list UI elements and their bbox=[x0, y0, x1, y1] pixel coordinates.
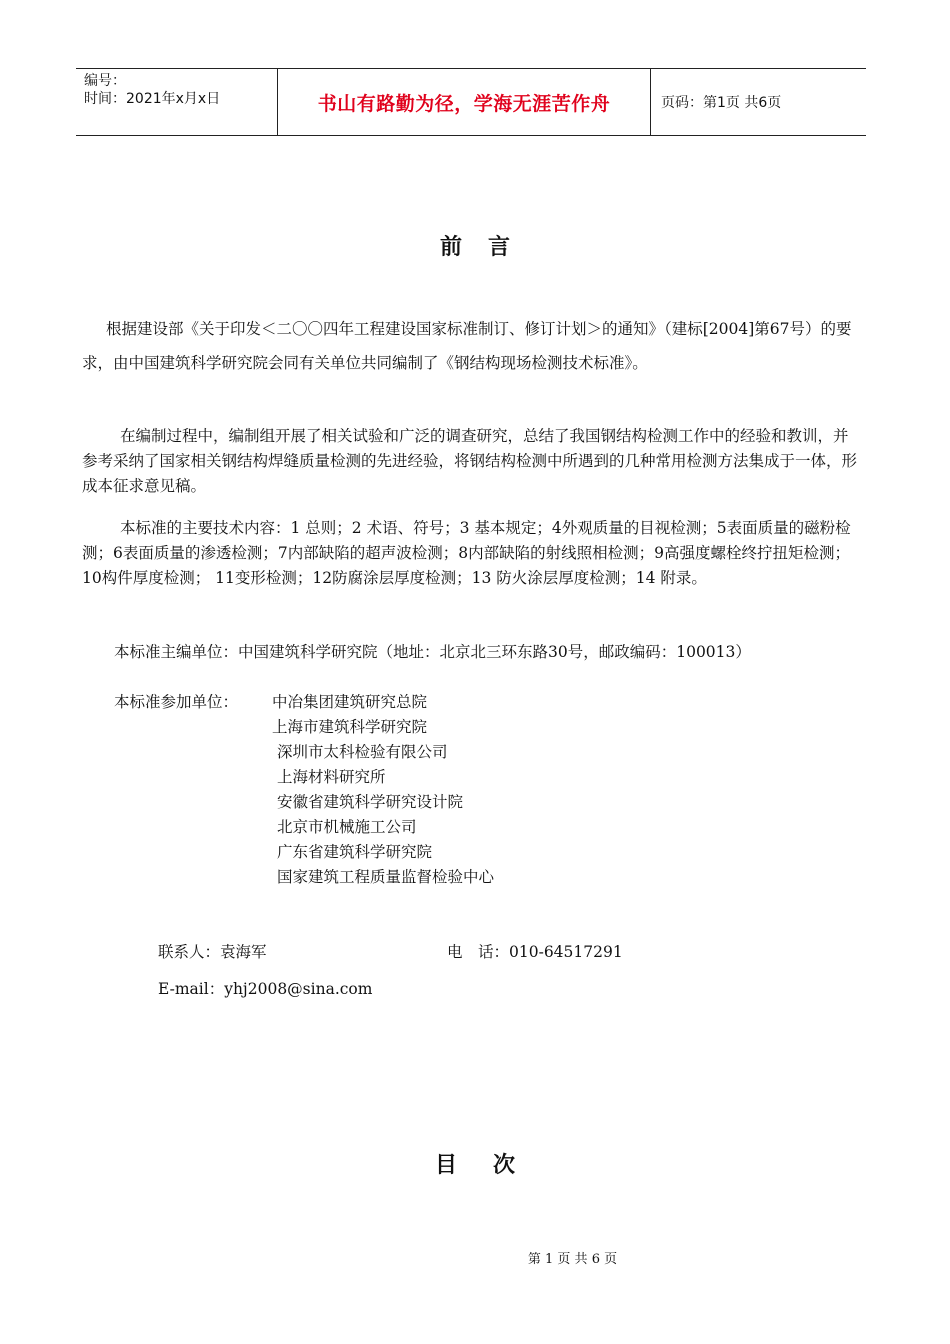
page-footer bbox=[0, 1248, 950, 1267]
header-left-cell bbox=[76, 69, 277, 135]
code-label: 编号： bbox=[84, 73, 126, 89]
header-table bbox=[76, 68, 866, 136]
chief-unit: 本标准主编单位：中国建筑科学研究院（地址：北京北三环东路30号，邮政编码：100013） bbox=[114, 643, 751, 661]
contact-email: E-mail：yhj2008@sina.com bbox=[158, 980, 373, 998]
motto: 书山有路勤为径，学海无涯苦作舟 bbox=[317, 92, 611, 115]
time-label: 时间：2021年x月x日 bbox=[84, 91, 221, 107]
participant-item: 中冶集团建筑研究总院 bbox=[272, 693, 428, 711]
preface-title: 前言 bbox=[439, 234, 536, 260]
page-info: 页码：第1页 共6页 bbox=[661, 95, 782, 111]
contact-person: 联系人：袁海军 bbox=[158, 943, 267, 961]
footer-page-number: 第 1 页 共 6 页 bbox=[527, 1252, 618, 1267]
header-motto-cell bbox=[277, 69, 651, 135]
toc-title: 目次 bbox=[434, 1152, 551, 1178]
participant-item: 上海市建筑科学研究院 bbox=[272, 718, 428, 736]
participants-list bbox=[272, 690, 494, 890]
participants-label: 本标准参加单位： bbox=[114, 693, 239, 711]
header-page-cell bbox=[651, 69, 866, 135]
contact-phone: 电 话：010-64517291 bbox=[447, 943, 623, 961]
participant-item: 国家建筑工程质量监督检验中心 bbox=[277, 868, 495, 886]
participant-item: 广东省建筑科学研究院 bbox=[277, 843, 433, 861]
participant-item: 上海材料研究所 bbox=[277, 768, 386, 786]
participant-item: 安徽省建筑科学研究设计院 bbox=[277, 793, 464, 811]
participant-item: 深圳市太科检验有限公司 bbox=[277, 743, 448, 761]
preface-paragraph-1: 根据建设部《关于印发＜二〇〇四年工程建设国家标准制订、修订计划＞的通知》（建标[2004]第67号）的要求，由中国建筑科学研究院会同有关单位共同编制了《钢结构现场检测技术标准》。 bbox=[82, 320, 852, 372]
participant-item: 北京市机械施工公司 bbox=[277, 818, 417, 836]
preface-paragraph-3: 本标准的主要技术内容：1 总则；2 术语、符号；3 基本规定；4外观质量的目视检测；5表面质量的磁粉检测；6表面质量的渗透检测；7内部缺陷的超声波检测；8内部缺陷的射线照相检测；9高强度螺栓终拧扭矩检测； 10构件厚度检测； 11变形检测；12防腐涂层厚度检测；13 防火涂层厚度检测；14 附录。 bbox=[82, 519, 851, 587]
preface-paragraph-2: 在编制过程中，编制组开展了相关试验和广泛的调查研究，总结了我国钢结构检测工作中的经验和教训，并参考采纳了国家相关钢结构焊缝质量检测的先进经验，将钢结构检测中所遇到的几种常用检测方法集成于一体，形成本征求意见稿。 bbox=[82, 427, 858, 495]
